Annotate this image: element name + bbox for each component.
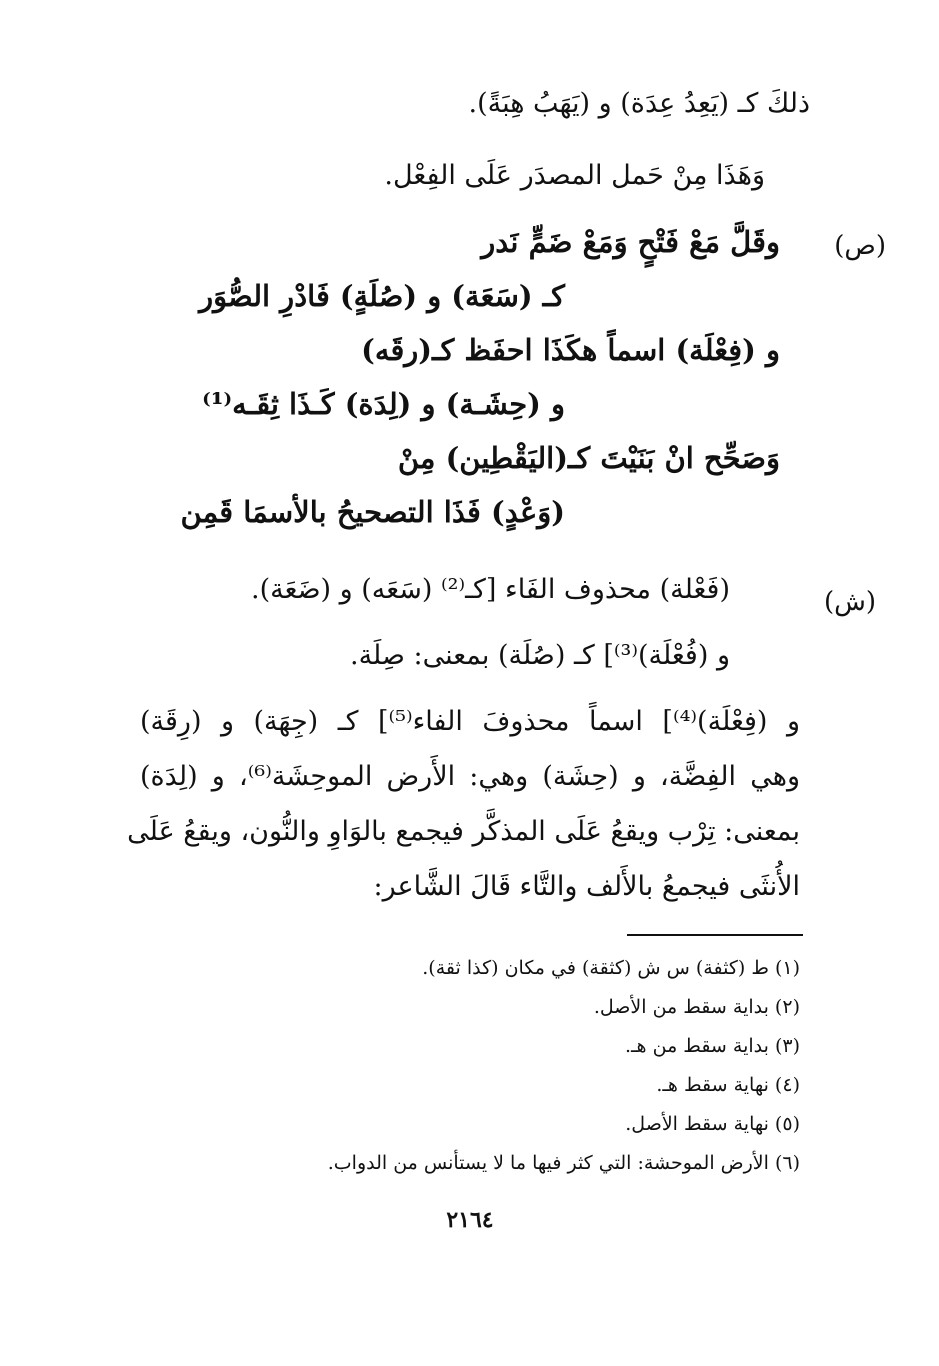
verse-line: (وَعْدٍ) فَذَا التصحيحُ بالأسمَا قَمِن xyxy=(180,495,565,529)
commentary-line: و (فُعْلَة)⁽³⁾] كـ (صُلَة) بمعنى: صِلَة. xyxy=(350,640,730,671)
verse-line: و (فِعْلَة) اسماً هكَذَا احفَظ كـ(رقَه) xyxy=(361,333,780,367)
footnote-divider xyxy=(627,934,803,936)
intro-line: ذلكَ كـ (يَعِدُ عِدَة) و (يَهَبُ هِبَةً). xyxy=(468,88,810,119)
verse-line: وقَلَّ مَعْ فَتْحٍ وَمَعْ ضَمٍّ نَدر xyxy=(481,225,780,259)
commentary-line: الأُنثَى فيجمعُ بالأَلف والتَّاء قَالَ الشَّاعر: xyxy=(373,871,800,902)
intro-line: وَهَذَا مِنْ حَمل المصدَر عَلَى الفِعْل. xyxy=(384,160,765,191)
commentary-line: بمعنى: تِرْب ويقعُ عَلَى المذكَّر فيجمع بالوَاوِ والنُّون، ويقعُ عَلَى xyxy=(127,816,800,847)
page-number: ٢١٦٤ xyxy=(446,1207,494,1233)
verse-line: وَصَحِّح انْ بَنَيْتَ كـ(اليَقْطِين) مِنْ xyxy=(397,441,780,475)
verse-marker: (ص) xyxy=(834,231,886,261)
footnote: (٢) بداية سقط من الأصل. xyxy=(593,996,800,1018)
verse-line: و (حِشَـة) و (لِدَة) كَـذَا ثِقَـه⁽¹⁾ xyxy=(202,387,565,421)
commentary-marker: (ش) xyxy=(823,587,876,617)
footnote: (١) ط (كثفة) س ش (كثقة) في مكان (كذا ثقة). xyxy=(422,957,800,979)
footnote: (٤) نهاية سقط هـ. xyxy=(656,1074,800,1096)
verse-line: كـ (سَعَة) و (صُلَةٍ) فَادْرِ الصُّوَر xyxy=(199,279,565,313)
commentary-line: (فَعْلة) محذوف الفَاء [كـ⁽²⁾ (سَعَه) و (ضَعَة). xyxy=(250,574,730,605)
commentary-line: و (فِعْلَة)⁽⁴⁾] اسماً محذوفَ الفاء⁽⁵⁾] كـ (جِهَة) و (رِقَة) xyxy=(140,706,800,737)
commentary-line: وهي الفِضَّة، و (حِشَة) وهي: الأَرض الموحِشَة⁽⁶⁾، و (لِدَة) xyxy=(140,761,800,792)
footnote: (٥) نهاية سقط الأصل. xyxy=(625,1113,800,1135)
footnote: (٦) الأرض الموحشة: التي كثر فيها ما لا يستأنس من الدواب. xyxy=(327,1152,800,1174)
footnote: (٣) بداية سقط من هـ. xyxy=(624,1035,800,1057)
